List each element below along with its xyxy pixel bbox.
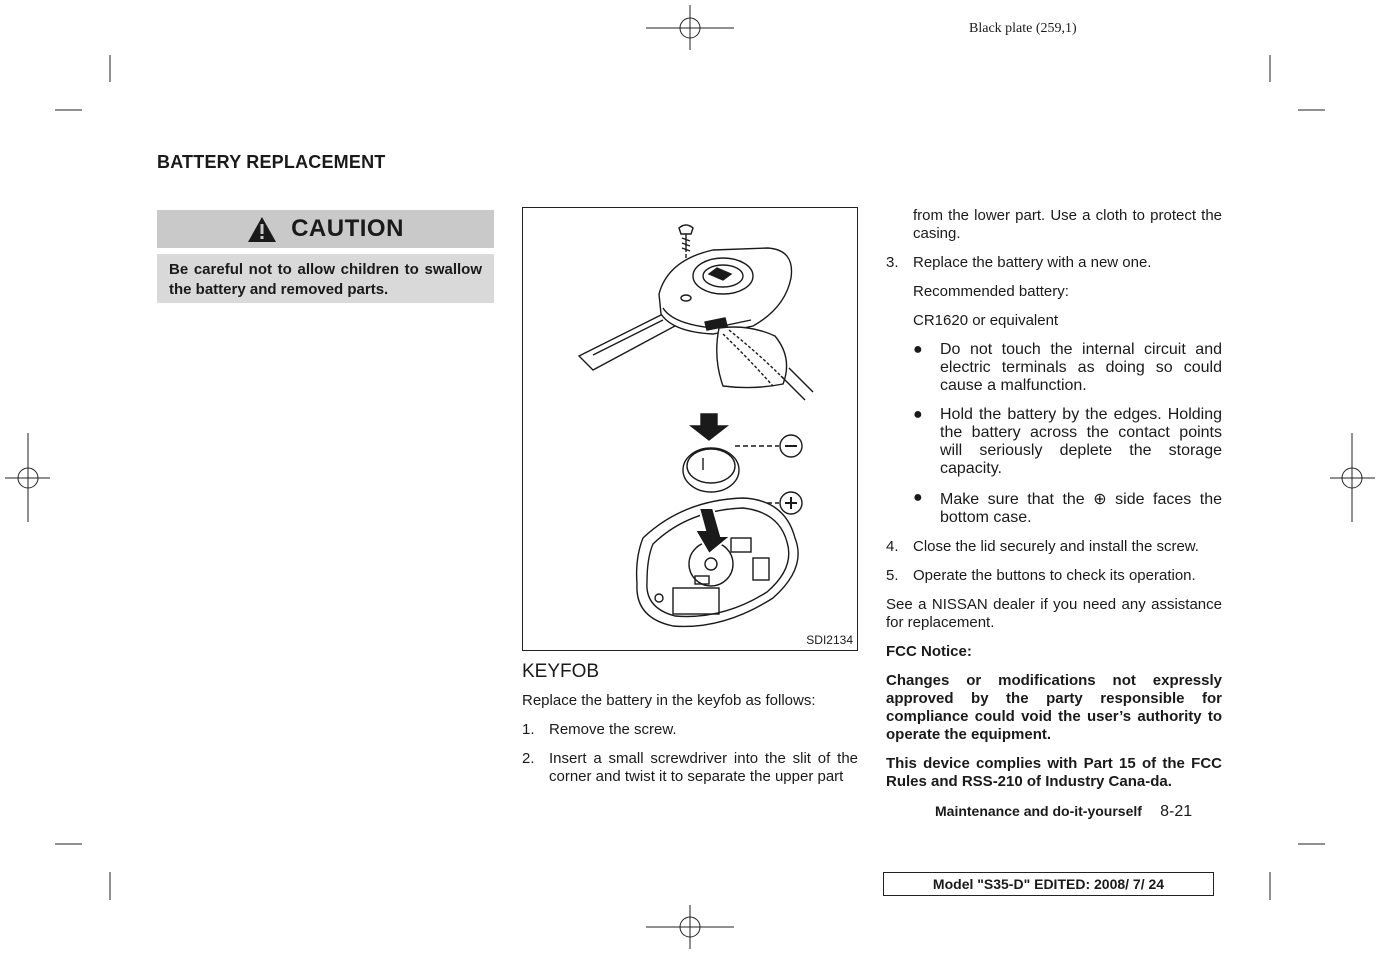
caution-box (157, 210, 494, 303)
step-number: 1. (522, 721, 535, 738)
recommended-battery-label: Recommended battery: (913, 283, 1069, 300)
step-number: 4. (886, 538, 899, 555)
keyfob-heading: KEYFOB (522, 661, 600, 682)
bullet-icon: ● (913, 489, 923, 506)
recommended-battery-value: CR1620 or equivalent (913, 312, 1059, 329)
caution-text: Be careful not to allow children to swallow the battery and removed parts. (157, 254, 494, 303)
step-4 (886, 538, 1222, 556)
fcc-paragraph: Changes or modifications not expressly approved by the party responsible for compliance could void the user’s authority to operate the equipment. (886, 672, 1222, 743)
fcc-heading: FCC Notice: (886, 643, 972, 660)
step-text: Replace the battery with a new one. (913, 254, 1152, 271)
warning-triangle-icon (247, 216, 277, 243)
step-text: Close the lid securely and install the screw. (913, 538, 1199, 555)
bullet-item (886, 406, 1222, 478)
dealer-note: See a NISSAN dealer if you need any assistance for replacement. (886, 596, 1222, 631)
plate-label: Black plate (259,1) (969, 21, 1077, 36)
step-2-continuation: from the lower part. Use a cloth to protect the casing. (913, 207, 1222, 242)
keyfob-illustration (522, 207, 858, 651)
bullet-text: Make sure that the ⊕ side faces the bottom case. (940, 491, 1222, 526)
step-1 (522, 721, 858, 739)
fcc-paragraph: This device complies with Part 15 of the FCC Rules and RSS-210 of Industry Cana-da. (886, 755, 1222, 790)
step-2 (522, 750, 858, 786)
step-text: Remove the screw. (549, 721, 677, 738)
section-title: BATTERY REPLACEMENT (157, 152, 386, 172)
caution-header (157, 210, 494, 248)
bullet-text: Hold the battery by the edges. Holding the battery across the contact points will seriously deplete the storage capacity. (940, 406, 1222, 477)
keyfob-section (522, 660, 858, 797)
bullet-item (886, 489, 1222, 527)
step-number: 2. (522, 750, 535, 767)
keyfob-diagram (523, 208, 857, 650)
step-5 (886, 567, 1222, 585)
step-text: Insert a small screwdriver into the slit of the corner and twist it to separate the upper part (549, 750, 858, 785)
keyfob-intro: Replace the battery in the keyfob as follows: (522, 692, 816, 709)
right-column (886, 207, 1222, 802)
page-number: 8-21 (1160, 803, 1193, 820)
model-edit-box: Model "S35-D" EDITED: 2008/ 7/ 24 (883, 872, 1214, 896)
bullet-icon: ● (913, 341, 923, 358)
caution-label: CAUTION (291, 215, 404, 242)
step-text: Operate the buttons to check its operation. (913, 567, 1196, 584)
bullet-icon: ● (913, 406, 923, 423)
step-3 (886, 254, 1222, 272)
bullet-item (886, 341, 1222, 395)
page-footer (935, 803, 1192, 821)
footer-section-name: Maintenance and do-it-yourself (935, 803, 1142, 819)
bullet-text: Do not touch the internal circuit and electric terminals as doing so could cause a malfunction. (940, 341, 1222, 394)
step-number: 5. (886, 567, 899, 584)
figure-code: SDI2134 (806, 633, 853, 647)
step-number: 3. (886, 254, 899, 271)
